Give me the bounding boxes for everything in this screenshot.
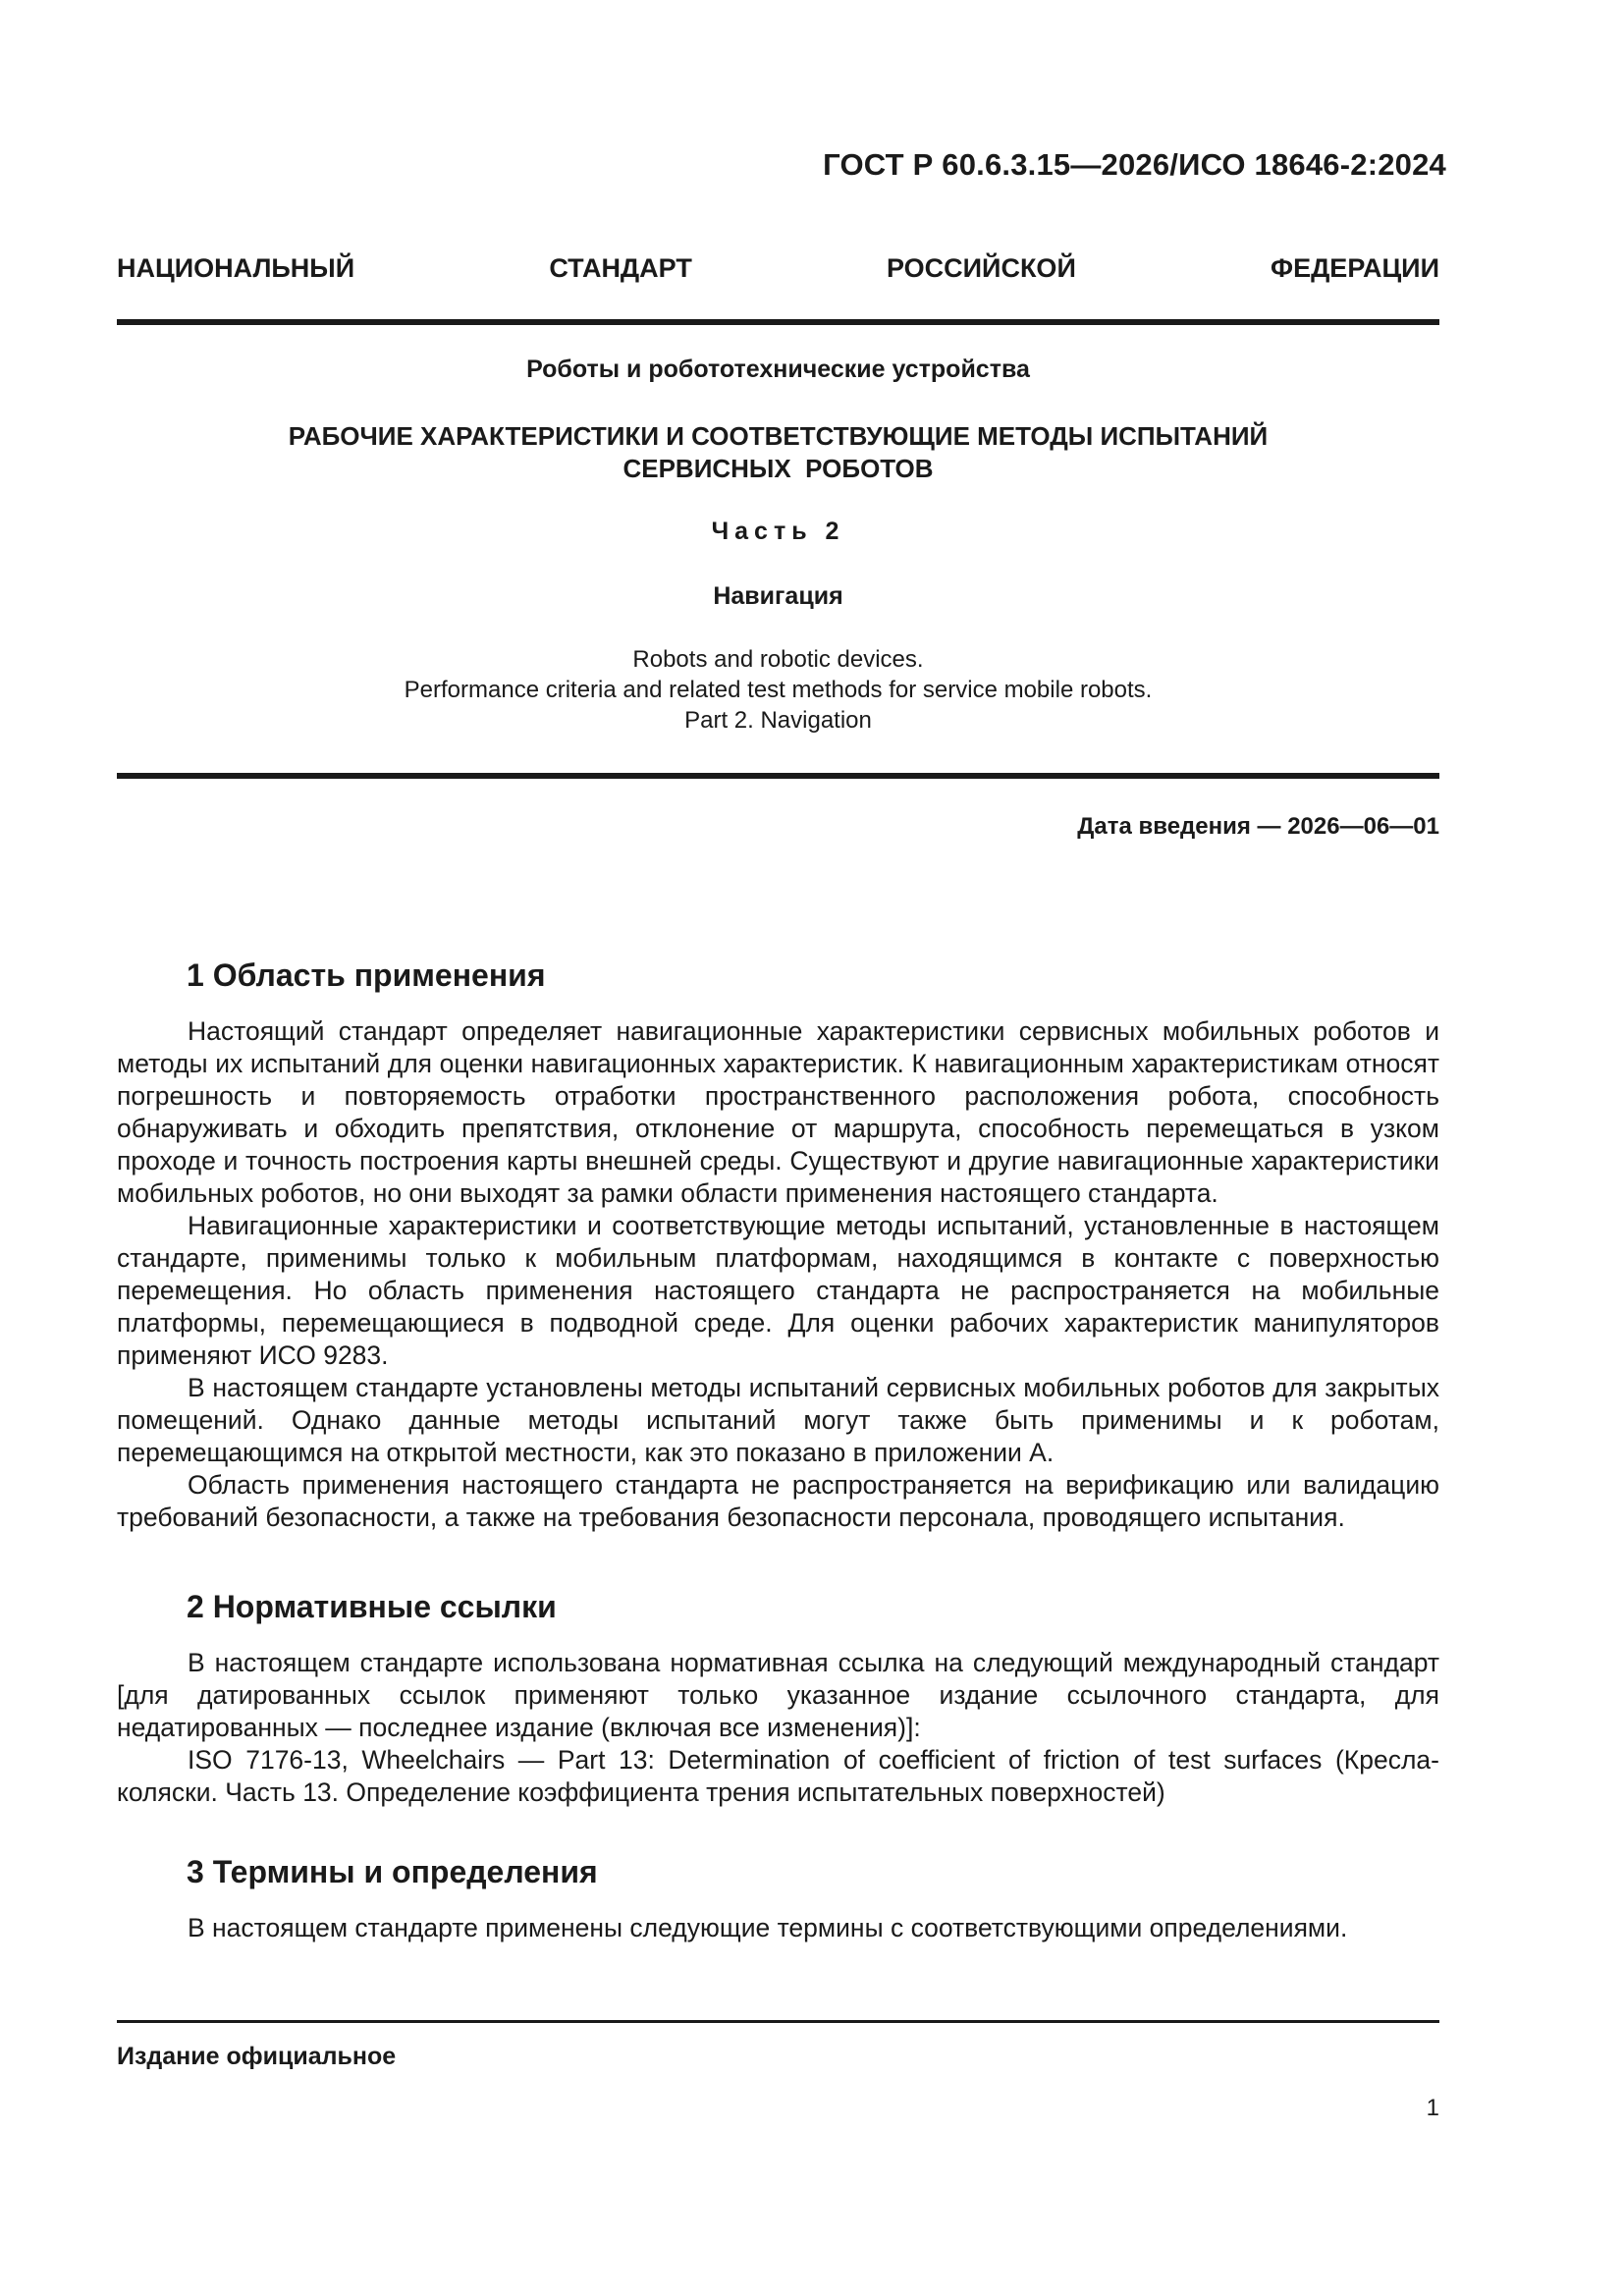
footer-rule <box>117 2020 1439 2023</box>
paragraph: ISO 7176-13, Wheelchairs — Part 13: Determination of coefficient of friction of test surfaces (Кресла-коляски. Часть 13. Определение коэффициента трения испытательных поверхностей) <box>117 1745 1439 1807</box>
paragraph: В настоящем стандарте установлены методы испытаний сервисных мобильных роботов для закрытых помещений. Однако данные методы испытаний могут также быть применимы и к роботам, перемещающимся на открытой местности, как это показано в приложении А. <box>117 1373 1439 1467</box>
paragraph: Область применения настоящего стандарта не распространяется на верификацию или валидацию требований безопасности, а также на требования безопасности персонала, проводящего испытания. <box>117 1470 1439 1532</box>
section-1-heading: 1 Область применения <box>187 957 546 993</box>
paragraph: В настоящем стандарте использована нормативная ссылка на следующий международный стандарт [для датированных ссылок применяют только указанное издание ссылочного стандарта, для недатированных — последнее издание (включая все изменения)]: <box>117 1648 1439 1742</box>
introduction-date: Дата введения — 2026—06—01 <box>1077 813 1439 840</box>
english-title-line-1: Robots and robotic devices. <box>632 646 924 673</box>
document-code: ГОСТ Р 60.6.3.15—2026/ИСО 18646-2:2024 <box>823 147 1446 182</box>
standard-group-title: Роботы и робототехнические устройства <box>526 355 1030 383</box>
paragraph: Навигационные характеристики и соответствующие методы испытаний, установленные в настоящем стандарте, применимы только к мобильным платформам, находящимся в контакте с поверхностью перемещения. Но область применения настоящего стандарта не распространяется на мобильные платформы, перемещающиеся в подводной среде. Для оценки рабочих характеристик манипуляторов применяют ИСО 9283. <box>117 1211 1439 1370</box>
section-2-heading: 2 Нормативные ссылки <box>187 1589 557 1624</box>
page-number: 1 <box>1426 2095 1439 2121</box>
section-2-body <box>117 1647 1439 1809</box>
section-1-body <box>117 1015 1439 1534</box>
top-rule <box>117 319 1439 325</box>
official-edition-label: Издание официальное <box>117 2043 397 2070</box>
paragraph: В настоящем стандарте применены следующие термины с соответствующими определениями. <box>188 1913 1348 1942</box>
english-title-line-3: Part 2. Navigation <box>684 707 872 734</box>
english-title <box>117 644 1439 736</box>
main-title <box>117 420 1439 485</box>
section-3-heading: 3 Термины и определения <box>187 1854 598 1889</box>
paragraph: Настоящий стандарт определяет навигационные характеристики сервисных мобильных роботов и методы их испытаний для оценки навигационных характеристик. К навигационным характеристикам относят погрешность и повторяемость отработки пространственного расположения робота, способность обнаруживать и обходить препятствия, отклонение от маршрута, способность перемещаться в узком проходе и точность построения карты внешней среды. Существуют и другие навигационные характеристики мобильных роботов, но они выходят за рамки области применения настоящего стандарта. <box>117 1016 1439 1208</box>
part-label: Часть 2 <box>711 518 845 545</box>
part-title: Навигация <box>713 582 843 610</box>
section-3-body <box>117 1912 1439 1944</box>
national-standard-banner: НАЦИОНАЛЬНЫЙ СТАНДАРТ РОССИЙСКОЙ ФЕДЕРАЦИИ <box>117 253 1439 283</box>
english-title-line-2: Performance criteria and related test methods for service mobile robots. <box>404 677 1153 703</box>
title-bottom-rule <box>117 773 1439 779</box>
main-title-line-1: РАБОЧИЕ ХАРАКТЕРИСТИКИ И СООТВЕТСТВУЮЩИЕ МЕТОДЫ ИСПЫТАНИЙ <box>288 421 1269 451</box>
main-title-line-2: СЕРВИСНЫХ РОБОТОВ <box>622 454 934 483</box>
